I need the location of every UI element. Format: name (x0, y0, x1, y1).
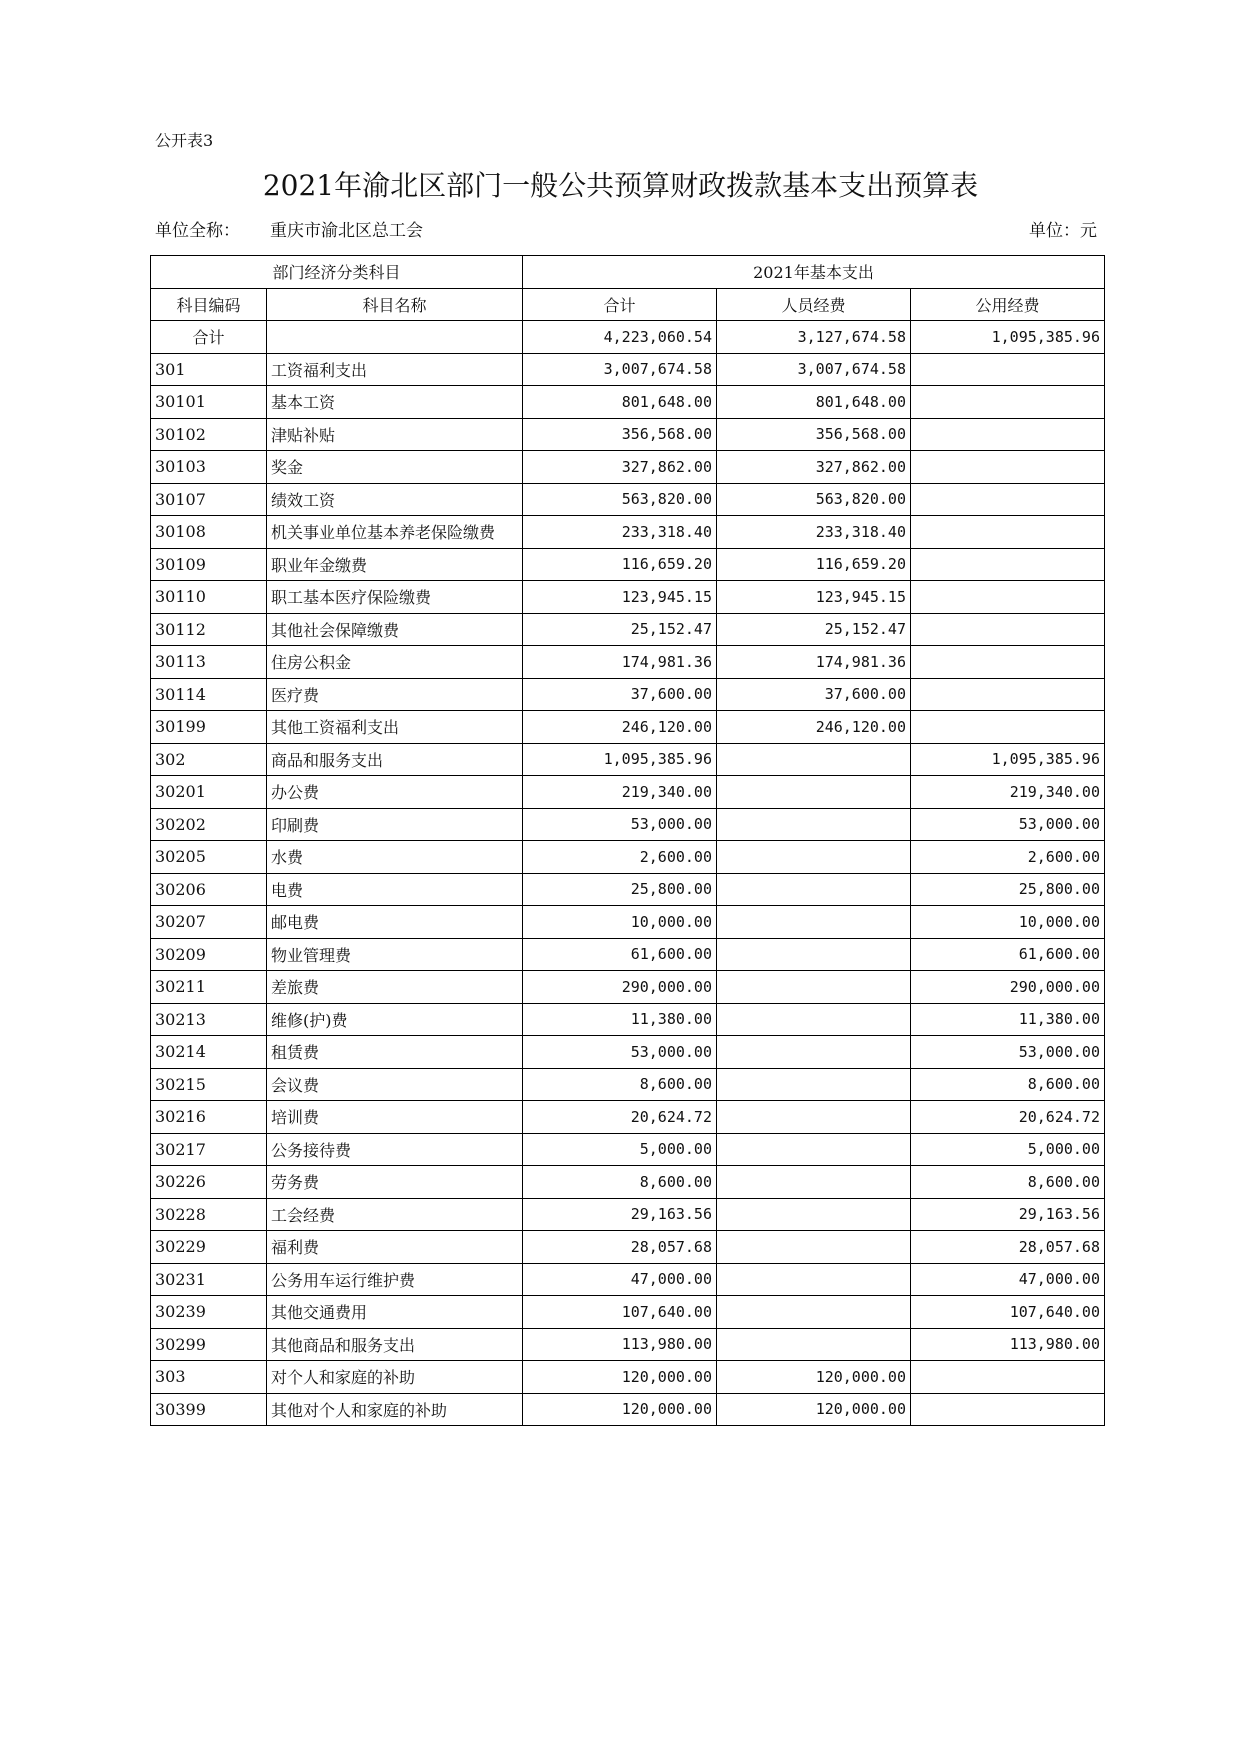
table-tag: 公开表3 (155, 131, 214, 150)
row-code: 301 (151, 353, 267, 386)
row-code: 30399 (151, 1393, 267, 1426)
row-public: 47,000.00 (911, 1263, 1105, 1296)
row-personnel (717, 1296, 911, 1329)
row-total: 246,120.00 (523, 711, 717, 744)
row-personnel: 25,152.47 (717, 613, 911, 646)
row-personnel (717, 1068, 911, 1101)
row-total: 563,820.00 (523, 483, 717, 516)
table-row (151, 938, 1105, 971)
row-personnel: 327,862.00 (717, 451, 911, 484)
row-public: 107,640.00 (911, 1296, 1105, 1329)
row-personnel (717, 743, 911, 776)
row-personnel (717, 873, 911, 906)
row-name: 劳务费 (267, 1166, 523, 1199)
row-code: 30103 (151, 451, 267, 484)
row-public: 290,000.00 (911, 971, 1105, 1004)
table-row (151, 873, 1105, 906)
row-code: 30217 (151, 1133, 267, 1166)
row-public: 1,095,385.96 (911, 743, 1105, 776)
row-total: 20,624.72 (523, 1101, 717, 1134)
row-code: 30231 (151, 1263, 267, 1296)
row-public (911, 516, 1105, 549)
unit-name: 重庆市渝北区总工会 (270, 221, 423, 241)
row-personnel (717, 808, 911, 841)
row-code: 30229 (151, 1231, 267, 1264)
row-personnel (717, 1003, 911, 1036)
row-public (911, 678, 1105, 711)
row-personnel: 123,945.15 (717, 581, 911, 614)
row-public (911, 581, 1105, 614)
row-personnel (717, 1166, 911, 1199)
header-group-row (151, 256, 1105, 289)
table-row (151, 1003, 1105, 1036)
unit-label: 单位全称： (155, 221, 240, 241)
row-public (911, 1361, 1105, 1394)
table-row (151, 1166, 1105, 1199)
total-label: 合计 (151, 321, 267, 354)
row-name: 物业管理费 (267, 938, 523, 971)
row-name: 水费 (267, 841, 523, 874)
table-row (151, 1068, 1105, 1101)
row-name: 商品和服务支出 (267, 743, 523, 776)
row-public (911, 386, 1105, 419)
row-name: 印刷费 (267, 808, 523, 841)
row-name: 邮电费 (267, 906, 523, 939)
row-name: 基本工资 (267, 386, 523, 419)
row-total: 29,163.56 (523, 1198, 717, 1231)
row-personnel (717, 938, 911, 971)
header-name: 科目名称 (267, 288, 523, 321)
row-personnel (717, 1133, 911, 1166)
currency-unit: 单位：元 (1029, 221, 1097, 241)
row-name: 住房公积金 (267, 646, 523, 679)
row-code: 30199 (151, 711, 267, 744)
row-public: 113,980.00 (911, 1328, 1105, 1361)
table-row (151, 1101, 1105, 1134)
row-name: 职工基本医疗保险缴费 (267, 581, 523, 614)
row-public: 25,800.00 (911, 873, 1105, 906)
row-public (911, 353, 1105, 386)
row-code: 30202 (151, 808, 267, 841)
row-name: 其他社会保障缴费 (267, 613, 523, 646)
row-personnel (717, 1263, 911, 1296)
row-personnel (717, 1231, 911, 1264)
row-total: 8,600.00 (523, 1068, 717, 1101)
table-row (151, 678, 1105, 711)
row-total: 25,800.00 (523, 873, 717, 906)
row-name: 会议费 (267, 1068, 523, 1101)
row-code: 30102 (151, 418, 267, 451)
header-total: 合计 (523, 288, 717, 321)
row-total: 2,600.00 (523, 841, 717, 874)
row-total: 123,945.15 (523, 581, 717, 614)
row-name: 工资福利支出 (267, 353, 523, 386)
header-group-expenditure: 2021年基本支出 (523, 256, 1105, 289)
table-row (151, 386, 1105, 419)
row-public: 20,624.72 (911, 1101, 1105, 1134)
row-personnel: 3,007,674.58 (717, 353, 911, 386)
table-row (151, 841, 1105, 874)
table-row (151, 711, 1105, 744)
row-code: 302 (151, 743, 267, 776)
row-name: 福利费 (267, 1231, 523, 1264)
row-total: 37,600.00 (523, 678, 717, 711)
row-code: 30206 (151, 873, 267, 906)
header-row (151, 288, 1105, 321)
row-total: 113,980.00 (523, 1328, 717, 1361)
table-row (151, 906, 1105, 939)
row-name: 绩效工资 (267, 483, 523, 516)
row-personnel: 563,820.00 (717, 483, 911, 516)
row-name: 机关事业单位基本养老保险缴费 (267, 516, 523, 549)
row-public: 219,340.00 (911, 776, 1105, 809)
row-code: 30101 (151, 386, 267, 419)
row-personnel (717, 1198, 911, 1231)
row-code: 30214 (151, 1036, 267, 1069)
row-public: 29,163.56 (911, 1198, 1105, 1231)
row-total: 174,981.36 (523, 646, 717, 679)
row-code: 30201 (151, 776, 267, 809)
page-title: 2021年渝北区部门一般公共预算财政拨款基本支出预算表 (262, 169, 979, 202)
row-personnel (717, 906, 911, 939)
row-public: 53,000.00 (911, 808, 1105, 841)
table-row (151, 353, 1105, 386)
row-name: 公务接待费 (267, 1133, 523, 1166)
row-code: 30209 (151, 938, 267, 971)
row-code: 30211 (151, 971, 267, 1004)
row-code: 30205 (151, 841, 267, 874)
row-total: 1,095,385.96 (523, 743, 717, 776)
header-code: 科目编码 (151, 288, 267, 321)
row-code: 30228 (151, 1198, 267, 1231)
table-row (151, 1263, 1105, 1296)
table-row (151, 743, 1105, 776)
row-name: 对个人和家庭的补助 (267, 1361, 523, 1394)
row-personnel (717, 1036, 911, 1069)
table-row (151, 1198, 1105, 1231)
row-public: 2,600.00 (911, 841, 1105, 874)
row-total: 10,000.00 (523, 906, 717, 939)
row-total: 219,340.00 (523, 776, 717, 809)
row-total: 11,380.00 (523, 1003, 717, 1036)
row-name: 奖金 (267, 451, 523, 484)
row-public: 28,057.68 (911, 1231, 1105, 1264)
row-public: 10,000.00 (911, 906, 1105, 939)
row-personnel (717, 776, 911, 809)
row-total: 120,000.00 (523, 1361, 717, 1394)
budget-table (150, 255, 1105, 1426)
row-code: 30112 (151, 613, 267, 646)
row-personnel: 233,318.40 (717, 516, 911, 549)
table-row (151, 1231, 1105, 1264)
total-name (267, 321, 523, 354)
row-code: 30113 (151, 646, 267, 679)
row-name: 津贴补贴 (267, 418, 523, 451)
row-total: 233,318.40 (523, 516, 717, 549)
row-name: 医疗费 (267, 678, 523, 711)
row-code: 30207 (151, 906, 267, 939)
table-row (151, 776, 1105, 809)
row-personnel: 174,981.36 (717, 646, 911, 679)
row-code: 30108 (151, 516, 267, 549)
row-total: 327,862.00 (523, 451, 717, 484)
row-total: 28,057.68 (523, 1231, 717, 1264)
row-total: 3,007,674.58 (523, 353, 717, 386)
row-public: 8,600.00 (911, 1166, 1105, 1199)
row-personnel: 37,600.00 (717, 678, 911, 711)
table-row (151, 418, 1105, 451)
table-row (151, 646, 1105, 679)
row-total: 8,600.00 (523, 1166, 717, 1199)
row-code: 30299 (151, 1328, 267, 1361)
total-public: 1,095,385.96 (911, 321, 1105, 354)
row-name: 公务用车运行维护费 (267, 1263, 523, 1296)
row-code: 30216 (151, 1101, 267, 1134)
row-public: 8,600.00 (911, 1068, 1105, 1101)
row-name: 其他工资福利支出 (267, 711, 523, 744)
row-name: 租赁费 (267, 1036, 523, 1069)
table-row (151, 613, 1105, 646)
row-code: 30239 (151, 1296, 267, 1329)
row-personnel: 120,000.00 (717, 1361, 911, 1394)
header-public: 公用经费 (911, 288, 1105, 321)
row-code: 30215 (151, 1068, 267, 1101)
row-public (911, 711, 1105, 744)
table-row (151, 1328, 1105, 1361)
row-name: 办公费 (267, 776, 523, 809)
row-public (911, 451, 1105, 484)
row-personnel (717, 841, 911, 874)
row-public: 11,380.00 (911, 1003, 1105, 1036)
table-row (151, 808, 1105, 841)
row-total: 53,000.00 (523, 1036, 717, 1069)
row-code: 303 (151, 1361, 267, 1394)
table-row (151, 548, 1105, 581)
total-personnel: 3,127,674.58 (717, 321, 911, 354)
row-public (911, 613, 1105, 646)
row-total: 61,600.00 (523, 938, 717, 971)
unit-name-line (155, 216, 423, 241)
row-personnel: 356,568.00 (717, 418, 911, 451)
row-public (911, 646, 1105, 679)
table-row (151, 483, 1105, 516)
row-total: 116,659.20 (523, 548, 717, 581)
row-code: 30226 (151, 1166, 267, 1199)
table-row (151, 451, 1105, 484)
row-total: 5,000.00 (523, 1133, 717, 1166)
row-name: 其他交通费用 (267, 1296, 523, 1329)
row-personnel (717, 1328, 911, 1361)
row-personnel: 801,648.00 (717, 386, 911, 419)
row-total: 290,000.00 (523, 971, 717, 1004)
table-row (151, 1296, 1105, 1329)
total-amount: 4,223,060.54 (523, 321, 717, 354)
row-name: 其他对个人和家庭的补助 (267, 1393, 523, 1426)
row-personnel: 116,659.20 (717, 548, 911, 581)
row-name: 职业年金缴费 (267, 548, 523, 581)
total-row (151, 321, 1105, 354)
row-name: 培训费 (267, 1101, 523, 1134)
row-total: 107,640.00 (523, 1296, 717, 1329)
row-name: 差旅费 (267, 971, 523, 1004)
row-total: 53,000.00 (523, 808, 717, 841)
table-row (151, 1036, 1105, 1069)
row-personnel (717, 971, 911, 1004)
table-row (151, 581, 1105, 614)
table-row (151, 1361, 1105, 1394)
row-code: 30213 (151, 1003, 267, 1036)
row-public (911, 483, 1105, 516)
row-personnel (717, 1101, 911, 1134)
table-row (151, 971, 1105, 1004)
row-personnel: 120,000.00 (717, 1393, 911, 1426)
row-public: 53,000.00 (911, 1036, 1105, 1069)
header-group-classification: 部门经济分类科目 (151, 256, 523, 289)
row-public (911, 418, 1105, 451)
row-code: 30109 (151, 548, 267, 581)
row-code: 30107 (151, 483, 267, 516)
row-total: 120,000.00 (523, 1393, 717, 1426)
row-name: 维修(护)费 (267, 1003, 523, 1036)
row-public: 5,000.00 (911, 1133, 1105, 1166)
row-public (911, 1393, 1105, 1426)
row-name: 其他商品和服务支出 (267, 1328, 523, 1361)
row-name: 工会经费 (267, 1198, 523, 1231)
table-row (151, 516, 1105, 549)
header-personnel: 人员经费 (717, 288, 911, 321)
row-public (911, 548, 1105, 581)
row-public: 61,600.00 (911, 938, 1105, 971)
row-code: 30110 (151, 581, 267, 614)
row-total: 801,648.00 (523, 386, 717, 419)
row-total: 25,152.47 (523, 613, 717, 646)
row-name: 电费 (267, 873, 523, 906)
row-code: 30114 (151, 678, 267, 711)
table-row (151, 1133, 1105, 1166)
table-row (151, 1393, 1105, 1426)
row-personnel: 246,120.00 (717, 711, 911, 744)
row-total: 47,000.00 (523, 1263, 717, 1296)
row-total: 356,568.00 (523, 418, 717, 451)
